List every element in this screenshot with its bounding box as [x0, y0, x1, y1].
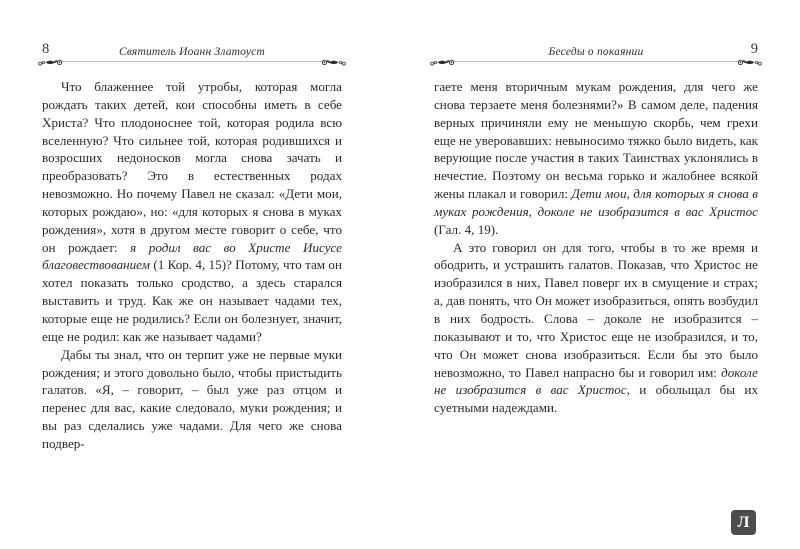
running-title-right: Беседы о покаянии	[548, 46, 644, 58]
paragraph-text-continued: (1 Кор. 4, 15)? Потому, что там он хотел показать только сродство, а здесь старался выставить и труд. Как же он называет чадами тех, которые еще не родились? Если он болезнует, значит, еще не родил: как же называет чадами?	[42, 257, 342, 344]
scripture-quote: доколе не изобразится в вас Христос	[434, 364, 758, 398]
flourish-ornament-icon	[320, 56, 346, 67]
running-title-left: Святитель Иоанн Златоуст	[119, 46, 265, 58]
paragraph	[434, 239, 758, 417]
left-running-head	[42, 36, 342, 62]
left-page-body	[42, 78, 342, 453]
paragraph	[42, 78, 342, 346]
paragraph-continued	[434, 78, 758, 239]
paragraph: Дабы ты знал, что он терпит уже не первые муки рождения; и этого довольно было, чтобы пристыдить галатов. «Я, – говорит, – был уже раз отцом и перенес для вас, какие следовало, муки рождения; и вы раз сделались уже чадами. Для чего же снова подвер-	[42, 346, 342, 451]
scripture-quote: я родил вас во Христе Иисусе благовествованием	[42, 239, 342, 273]
header-rule-left	[56, 61, 328, 62]
right-page-body	[434, 78, 758, 417]
right-page	[400, 0, 800, 549]
right-running-head	[434, 36, 758, 62]
paragraph-text: А это говорил он для того, чтобы в то же время и ободрить, и устрашить галатов. Показав, что Христос не изобразился в них, Павел поверг их в смущение и страх; а, дав понять, что Он может изобразиться, опять возбудил в них бодрость. Слова – доколе не изобразится – показывают и то, что Христос еще не изобразился, и то, что Он может снова изобразиться. Если бы это было невозможно, то Павел напрасно бы и говорил им:	[434, 239, 758, 380]
publisher-logo: Л	[731, 510, 756, 535]
scripture-citation: (Гал. 4, 19).	[434, 221, 499, 237]
flourish-ornament-icon	[430, 56, 456, 67]
flourish-ornament-icon	[38, 56, 64, 67]
header-rule-right	[448, 61, 744, 62]
paragraph-text-continued: , и обольщал бы их суетными надеждами.	[434, 382, 758, 416]
page-number-left: 8	[42, 40, 50, 57]
paragraph-text: Что блаженнее той утробы, которая могла рождать таких детей, кои способны иметь в себе Христа? Что плодоноснее той, которая родила всю вселенную? Что сильнее той, которая родившихся и возросших недоносков могла снова зачать и преобразовать? Это в естественных родах невозможно. Но почему Павел не сказал: «Дети мои, которых рождаю», но: «для которых я снова в муках рождения», хотя в другом месте говорит о себе, что он рождает:	[42, 79, 342, 255]
paragraph-text: гаете меня вторичным мукам рождения, для чего же снова терзаете меня болезнями?» В самом деле, падения верных причиняли ему не меньшую скорбь, чем грехи еще не уверовавших: невыносимо тяжко было видеть, как верующие после участия в таких Таинствах уклонялись в нечестие. Поэтому он весьма горько и жалобнее всякой жены плакал и говорил:	[434, 79, 758, 202]
page-number-right: 9	[750, 40, 758, 57]
flourish-ornament-icon	[736, 56, 762, 67]
scripture-quote: Дети мои, для которых я снова в муках рождения, доколе не изобразится в вас Христос	[434, 186, 758, 219]
